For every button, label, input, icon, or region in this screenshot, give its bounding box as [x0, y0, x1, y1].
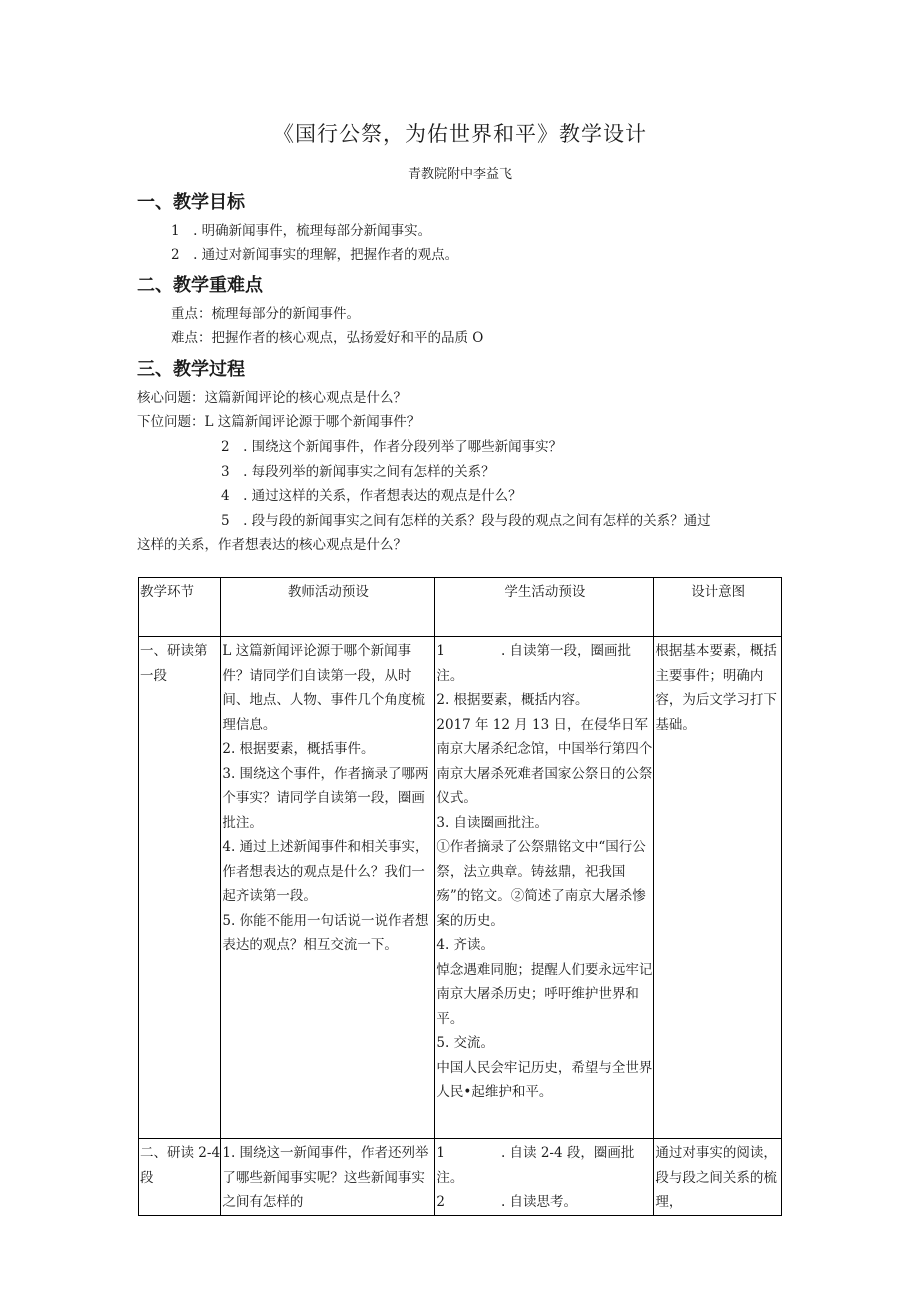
student-step: 5. 交流。 [436, 1035, 495, 1051]
table-row [139, 637, 782, 1139]
student-step: 中国人民会牢记历史，希望与全世界人民•起维护和平。 [436, 1059, 653, 1100]
lesson-plan-table [138, 577, 782, 1216]
sub-question: 2 . 围绕这个新闻事件，作者分段列举了哪些新闻事实？ [221, 439, 563, 455]
intent-cell: 根据基本要素，概括主要事件；明确内容，为后文学习打下基础。 [654, 637, 782, 1139]
author-line: 青教院附中李益飞 [407, 167, 512, 182]
sub-question: 3 . 每段列举的新闻事实之间有怎样的关系？ [221, 464, 495, 480]
teacher-activity-cell: 1. 围绕这一新闻事件，作者还列举了哪些新闻事实呢？这些新闻事实之间有怎样的 [221, 1139, 435, 1216]
table-header-row [139, 578, 782, 637]
teacher-step: L 这篇新闻评论源于哪个新闻事件？请同学们自读第一段，从时间、地点、人物、事件几个角度梳理信息。 [222, 643, 425, 733]
student-step-text: . 自读思考。 [500, 1194, 578, 1210]
sub-question: 5 . 段与段的新闻事实之间有怎样的关系？段与段的观点之间有怎样的关系？通过 [221, 513, 711, 529]
student-step-text: . 自读第一段，圈画批注。 [436, 643, 632, 684]
header-cell-teacher: 教师活动预设 [221, 578, 435, 637]
teacher-step: 3. 围绕这个事件，作者摘录了哪两个事实？请同学自读第一段，圈画批注。 [222, 765, 429, 831]
stage-cell: 二、研读 2-4 段 [139, 1139, 221, 1216]
sub-question-continued: 这样的关系，作者想表达的核心观点是什么？ [137, 537, 407, 553]
section-heading-goals: 一、教学目标 [137, 192, 245, 213]
student-step: ①作者摘录了公祭鼎铭文中“国行公祭，法立典章。铸兹鼎，祀我国殇”的铭文。②简述了南京大屠杀惨案的历史。 [436, 839, 646, 929]
teacher-activity-cell [221, 637, 435, 1139]
student-step-number: 1 [436, 643, 445, 659]
stage-cell: 一、研读第一段 [139, 637, 221, 1139]
teacher-step: 2. 根据要素，概括事件。 [222, 741, 375, 757]
section-heading-process: 三、教学过程 [137, 359, 245, 380]
document-title: 《国行公祭，为佑世界和平》教学设计 [273, 122, 647, 146]
goal-item: 2 . 通过对新闻事实的理解，把握作者的观点。 [171, 247, 459, 263]
sub-question: 4 . 通过这样的关系，作者想表达的观点是什么？ [221, 488, 522, 504]
key-point: 重点：梳理每部分的新闻事件。 [171, 306, 360, 322]
core-question: 核心问题：这篇新闻评论的核心观点是什么？ [137, 390, 407, 406]
teacher-step: 4. 通过上述新闻事件和相关事实，作者想表达的观点是什么？我们一起齐读第一段。 [222, 839, 429, 904]
student-step: 2017 年 12 月 13 日，在侵华日军南京大屠杀纪念馆，中国举行第四个南京大屠杀死难者国家公祭日的公祭仪式。 [436, 716, 653, 806]
student-activity-cell [435, 637, 654, 1139]
student-step: 4. 齐读。 [436, 937, 495, 953]
header-cell-intent: 设计意图 [654, 578, 782, 637]
student-step-text: . 自读 2-4 段，圈画批注。 [436, 1145, 635, 1186]
teacher-step: 5. 你能不能用一句话说一说作者想表达的观点？相互交流一下。 [222, 912, 429, 953]
student-step [436, 1141, 653, 1190]
student-step: 2. 根据要素，概括内容。 [436, 692, 589, 708]
table-row [139, 1139, 782, 1216]
student-step: 3. 自读圈画批注。 [436, 814, 549, 831]
header-cell-student: 学生活动预设 [435, 578, 654, 637]
student-activity-cell [435, 1139, 654, 1216]
section-heading-key-points: 二、教学重难点 [137, 275, 263, 296]
student-step [436, 639, 653, 688]
student-step-number: 2 [436, 1194, 445, 1210]
student-step [436, 1190, 653, 1215]
header-cell-stage: 教学环节 [139, 578, 221, 637]
difficulty-point: 难点：把握作者的核心观点，弘扬爱好和平的品质 O [171, 330, 484, 346]
sub-question: 下位问题：L 这篇新闻评论源于哪个新闻事件？ [137, 414, 421, 430]
student-step: 悼念遇难同胞；提醒人们要永远牢记南京大屠杀历史；呼吁维护世界和平。 [436, 961, 653, 1027]
goal-item: 1 . 明确新闻事件，梳理每部分新闻事实。 [171, 223, 432, 239]
student-step-number: 1 [436, 1145, 445, 1161]
intent-cell: 通过对事实的阅读，段与段之间关系的梳理， [654, 1139, 782, 1216]
